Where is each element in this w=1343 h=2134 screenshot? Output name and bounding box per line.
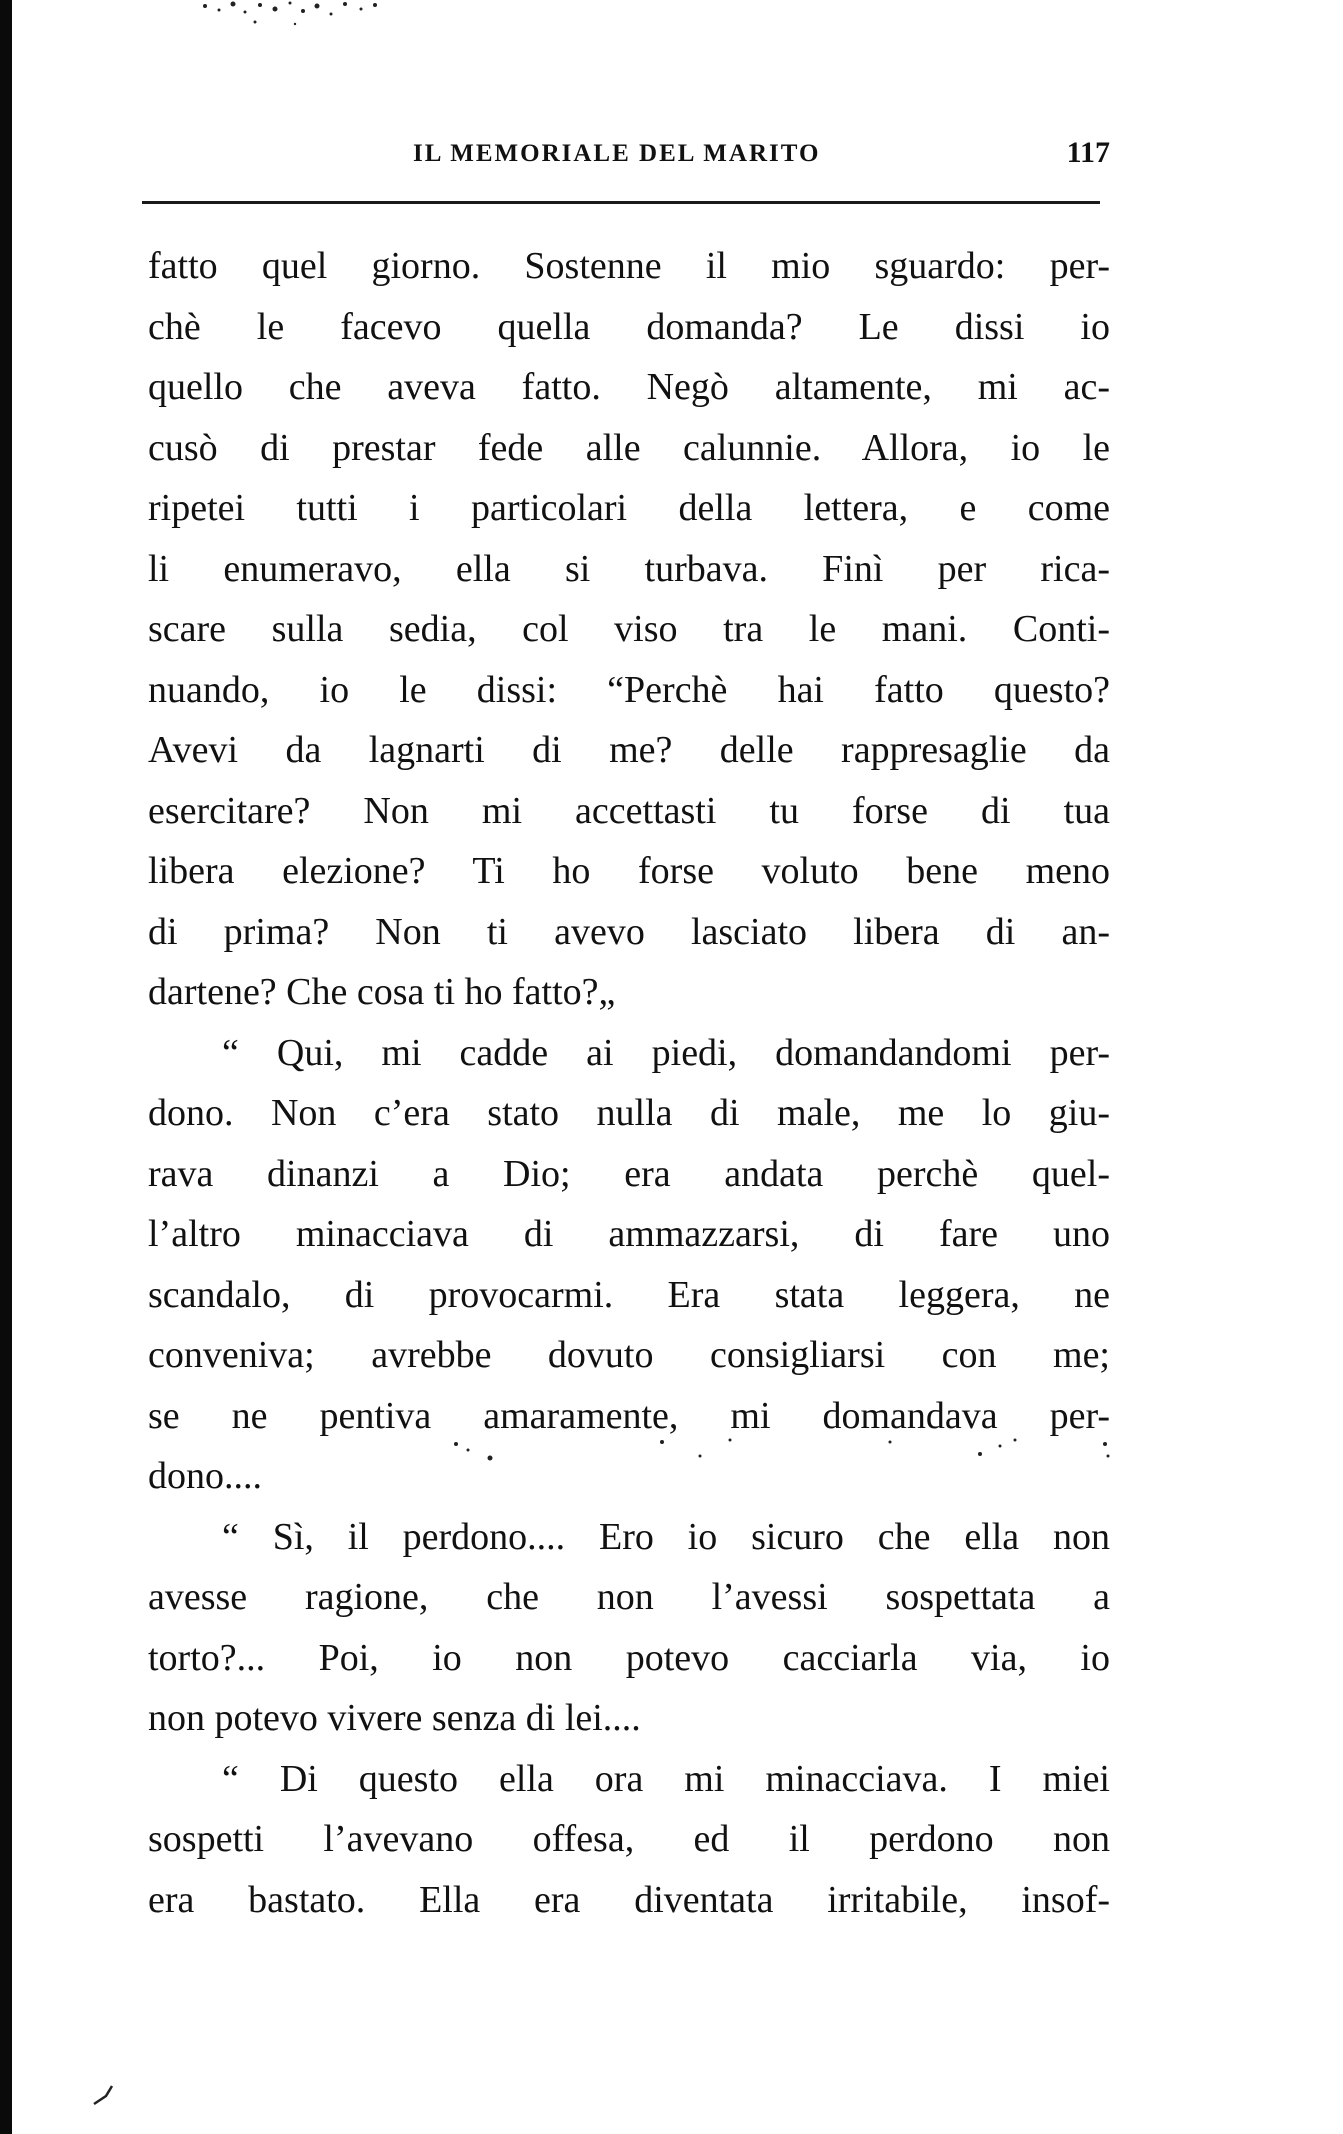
ink-smudge — [185, 0, 485, 30]
body-text — [148, 236, 1110, 1930]
text-line: li enumeravo, ella si turbava. Finì per rica- — [148, 547, 1110, 590]
text-line: non potevo vivere senza di lei.... — [148, 1697, 641, 1739]
text-line: scare sulla sedia, col viso tra le mani. Conti- — [148, 608, 1110, 650]
text-line: esercitare? Non mi accettasti tu forse di tua — [148, 789, 1110, 832]
text-line: avesse ragione, che non l’avessi sospettata a — [148, 1576, 1110, 1618]
text-line: cusò di prestar fede alle calunnie. Allora, io le — [148, 426, 1110, 469]
text-line: quello che aveva fatto. Negò altamente, mi ac- — [148, 366, 1110, 408]
text-line: libera elezione? Ti ho forse voluto bene meno — [148, 850, 1110, 892]
text-line: scandalo, di provocarmi. Era stata leggera, ne — [148, 1273, 1110, 1316]
text-line: Avevi da lagnarti di me? delle rappresaglie da — [148, 729, 1110, 771]
text-line: dono.... — [148, 1455, 262, 1497]
text-line: chè le facevo quella domanda? Le dissi io — [148, 305, 1110, 348]
print-speckles — [440, 1430, 1140, 1470]
text-line: nuando, io le dissi: “Perchè hai fatto questo? — [148, 668, 1110, 711]
page-header — [148, 136, 1110, 184]
text-line: torto?... Poi, io non potevo cacciarla via, io — [148, 1636, 1110, 1679]
header-rule — [142, 201, 1100, 204]
text-line: rava dinanzi a Dio; era andata perchè quel- — [148, 1152, 1110, 1195]
text-line: conveniva; avrebbe dovuto consigliarsi con me; — [148, 1334, 1110, 1376]
text-line: fatto quel giorno. Sostenne il mio sguardo: per- — [148, 245, 1110, 287]
text-line: dartene? Che cosa ti ho fatto?„ — [148, 971, 616, 1013]
margin-mark — [90, 2080, 120, 2110]
text-line: “ Di questo ella ora mi minacciava. I miei — [222, 1757, 1110, 1800]
text-line: ripetei tutti i particolari della lettera, e come — [148, 487, 1110, 529]
page-number: 117 — [1066, 136, 1110, 169]
page-edge-shadow — [0, 0, 12, 2134]
text-line: era bastato. Ella era diventata irritabile, insof- — [148, 1878, 1110, 1921]
text-line: dono. Non c’era stato nulla di male, me lo giu- — [148, 1092, 1110, 1134]
text-line: “ Qui, mi cadde ai piedi, domandandomi per- — [222, 1031, 1110, 1074]
text-line: di prima? Non ti avevo lasciato libera di an- — [148, 910, 1110, 953]
text-line: “ Sì, il perdono.... Ero io sicuro che ella non — [222, 1515, 1110, 1558]
text-line: se ne pentiva amaramente, mi domandava per- — [148, 1394, 1110, 1437]
running-title: IL MEMORIALE DEL MARITO — [413, 140, 821, 167]
text-line: l’altro minacciava di ammazzarsi, di fare uno — [148, 1213, 1110, 1255]
text-line: sospetti l’avevano offesa, ed il perdono non — [148, 1818, 1110, 1860]
